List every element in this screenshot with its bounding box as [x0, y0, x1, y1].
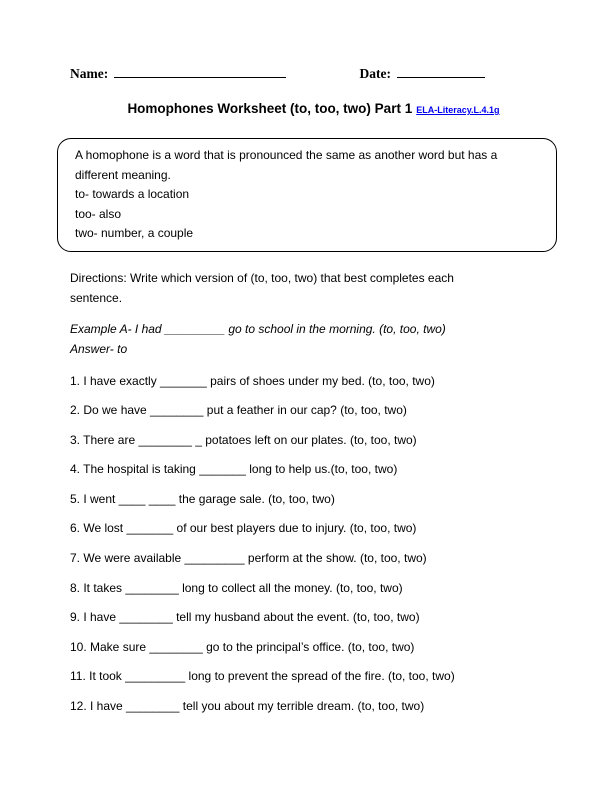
- definition-line: to- towards a location: [75, 187, 190, 201]
- example-answer-line: Answer- to: [70, 341, 128, 356]
- directions-text: [70, 268, 557, 308]
- name-field-group: [70, 64, 286, 83]
- question-item: 4. The hospital is taking _______ long to help us.(to, too, two): [70, 462, 398, 477]
- question-item: 12. I have ________ tell you about my terrible dream. (to, too, two): [70, 699, 425, 714]
- question-item: 11. It took _________ long to prevent the spread of the fire. (to, too, two): [70, 669, 455, 684]
- example-line: Example A- I had _________ go to school in the morning. (to, too, two): [70, 321, 446, 336]
- definition-line: two- number, a couple: [75, 226, 194, 240]
- question-item: 9. I have ________ tell my husband about the event. (to, too, two): [70, 610, 420, 625]
- standard-link[interactable]: ELA-Literacy.L.4.1g: [416, 105, 500, 115]
- name-date-row: [70, 64, 485, 83]
- question-item: 2. Do we have ________ put a feather in our cap? (to, too, two): [70, 403, 407, 418]
- definition-line: too- also: [75, 206, 122, 221]
- question-item: 8. It takes ________ long to collect all the money. (to, too, two): [70, 580, 403, 595]
- question-item: 7. We were available _________ perform at the show. (to, too, two): [70, 551, 427, 566]
- definition-box: [57, 138, 557, 252]
- page-title: Homophones Worksheet (to, too, two) Part 1: [127, 101, 413, 116]
- questions-list: [70, 371, 557, 717]
- name-label: Name:: [70, 66, 109, 81]
- definition-line: different meaning.: [75, 167, 171, 182]
- question-item: 6. We lost _______ of our best players due to injury. (to, too, two): [70, 521, 417, 536]
- example-block: [70, 319, 557, 359]
- question-item: 10. Make sure ________ go to the principal’s office. (to, too, two): [70, 639, 415, 654]
- name-blank: [114, 64, 286, 78]
- question-item: 1. I have exactly _______ pairs of shoes under my bed. (to, too, two): [70, 373, 435, 388]
- directions-line: sentence.: [70, 290, 123, 305]
- date-label: Date:: [359, 66, 391, 81]
- date-field-group: [360, 64, 485, 83]
- question-item: 3. There are ________ _ potatoes left on our plates. (to, too, two): [70, 432, 417, 447]
- page-title-row: [70, 100, 557, 119]
- question-item: 5. I went ____ ____ the garage sale. (to, too, two): [70, 491, 335, 506]
- directions-line: Directions: Write which version of (to, too, two) that best completes each: [70, 270, 454, 285]
- date-blank: [397, 64, 485, 78]
- definition-line: A homophone is a word that is pronounced the same as another word but has a: [75, 148, 498, 162]
